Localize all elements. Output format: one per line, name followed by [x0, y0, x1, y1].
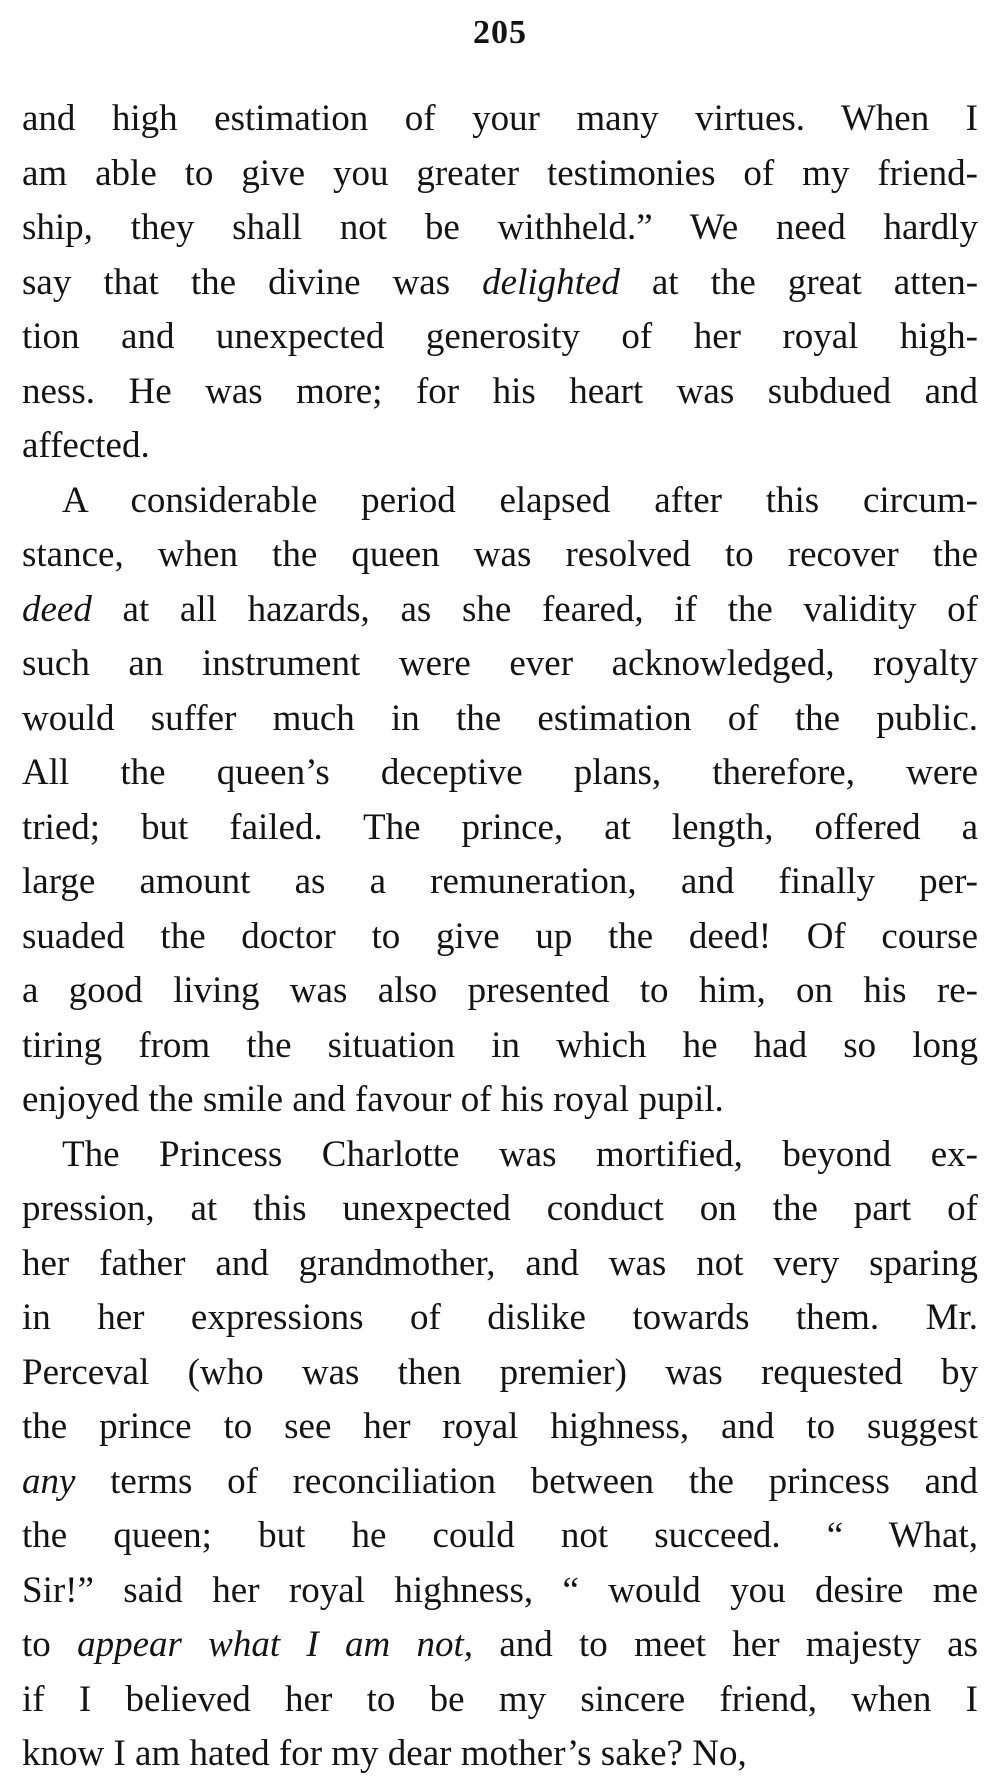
text-segment: would suffer much in the estimation of the public. [22, 697, 978, 739]
text-line [22, 964, 978, 1019]
text-line [22, 1727, 978, 1782]
text-line [22, 365, 978, 420]
text-segment: a good living was also presented to him, on his re- [22, 970, 978, 1011]
text-segment: the queen; but he could not succeed. “ What, [22, 1515, 978, 1556]
text-segment: at the great atten- [619, 261, 978, 303]
text-segment: say that the divine was [22, 261, 483, 303]
text-segment: Sir!” said her royal highness, “ would you desire me [22, 1569, 978, 1611]
text-line [22, 801, 978, 856]
text-segment: at all hazards, as she feared, if the validity of [91, 588, 978, 630]
text-segment: suaded the doctor to give up the deed! Of course [22, 915, 978, 957]
text-segment: ness. He was more; for his heart was subdued and [22, 370, 978, 412]
text-line [22, 1073, 978, 1128]
text-line [22, 1509, 978, 1564]
italic-text: deed [22, 588, 92, 630]
text-line [22, 692, 978, 747]
italic-text: delighted [482, 261, 620, 303]
text-line [22, 1673, 978, 1728]
text-segment: such an instrument were ever acknowledged, royalty [22, 643, 978, 684]
text-line [22, 1346, 978, 1401]
text-line [22, 1455, 978, 1510]
text-segment: and to meet her majesty as [473, 1624, 978, 1665]
text-line [22, 147, 978, 202]
text-segment: am able to give you greater testimonies of my friend- [22, 152, 978, 194]
text-line [22, 583, 978, 638]
text-segment: tion and unexpected generosity of her royal high- [22, 316, 978, 357]
text-segment: terms of reconciliation between the princess and [75, 1460, 978, 1502]
text-line [22, 910, 978, 965]
text-line [22, 201, 978, 256]
text-segment: A considerable period elapsed after this circum- [62, 479, 978, 521]
text-line [22, 310, 978, 365]
text-segment: tiring from the situation in which he had so long [22, 1024, 978, 1066]
text-segment: know I am hated for my dear mother’s sake? No, [22, 1733, 747, 1774]
page-number: 205 [473, 14, 527, 51]
paragraph [22, 1128, 978, 1782]
text-segment: Perceval (who was then premier) was requested by [22, 1351, 978, 1393]
text-line [22, 1128, 978, 1183]
text-line [22, 1564, 978, 1619]
text-segment: tried; but failed. The prince, at length, offered a [22, 806, 978, 848]
italic-text: any [22, 1460, 76, 1502]
text-segment: affected. [22, 425, 150, 466]
text-line [22, 474, 978, 529]
text-line [22, 637, 978, 692]
text-line [22, 256, 978, 311]
text-segment: and high estimation of your many virtues. When I [22, 98, 978, 139]
text-segment: pression, at this unexpected conduct on the part of [22, 1188, 978, 1229]
text-line [22, 1618, 978, 1673]
text-segment: All the queen’s deceptive plans, therefore, were [22, 752, 978, 793]
text-segment: her father and grandmother, and was not very sparing [22, 1242, 978, 1284]
paragraph [22, 92, 978, 474]
text-segment: large amount as a remuneration, and finally per- [22, 861, 978, 902]
text-line [22, 1019, 978, 1074]
paragraph [22, 474, 978, 1128]
text-segment: stance, when the queen was resolved to recover the [22, 534, 978, 575]
text-segment: the prince to see her royal highness, and to suggest [22, 1406, 978, 1447]
text-line [22, 92, 978, 147]
text-line [22, 1400, 978, 1455]
text-line [22, 419, 978, 474]
text-segment: ship, they shall not be withheld.” We need hardly [22, 207, 978, 248]
text-segment: The Princess Charlotte was mortified, beyond ex- [62, 1133, 978, 1175]
italic-text: appear what I am not, [77, 1624, 474, 1665]
text-segment: if I believed her to be my sincere friend, when I [22, 1678, 978, 1720]
text-line [22, 528, 978, 583]
text-line [22, 1182, 978, 1237]
text-line [22, 746, 978, 801]
text-line [22, 1291, 978, 1346]
body-text [22, 92, 978, 1782]
text-segment: in her expressions of dislike towards them. Mr. [22, 1297, 978, 1338]
text-line [22, 855, 978, 910]
text-segment: to [22, 1624, 78, 1665]
text-line [22, 1237, 978, 1292]
text-segment: enjoyed the smile and favour of his royal pupil. [22, 1079, 724, 1120]
